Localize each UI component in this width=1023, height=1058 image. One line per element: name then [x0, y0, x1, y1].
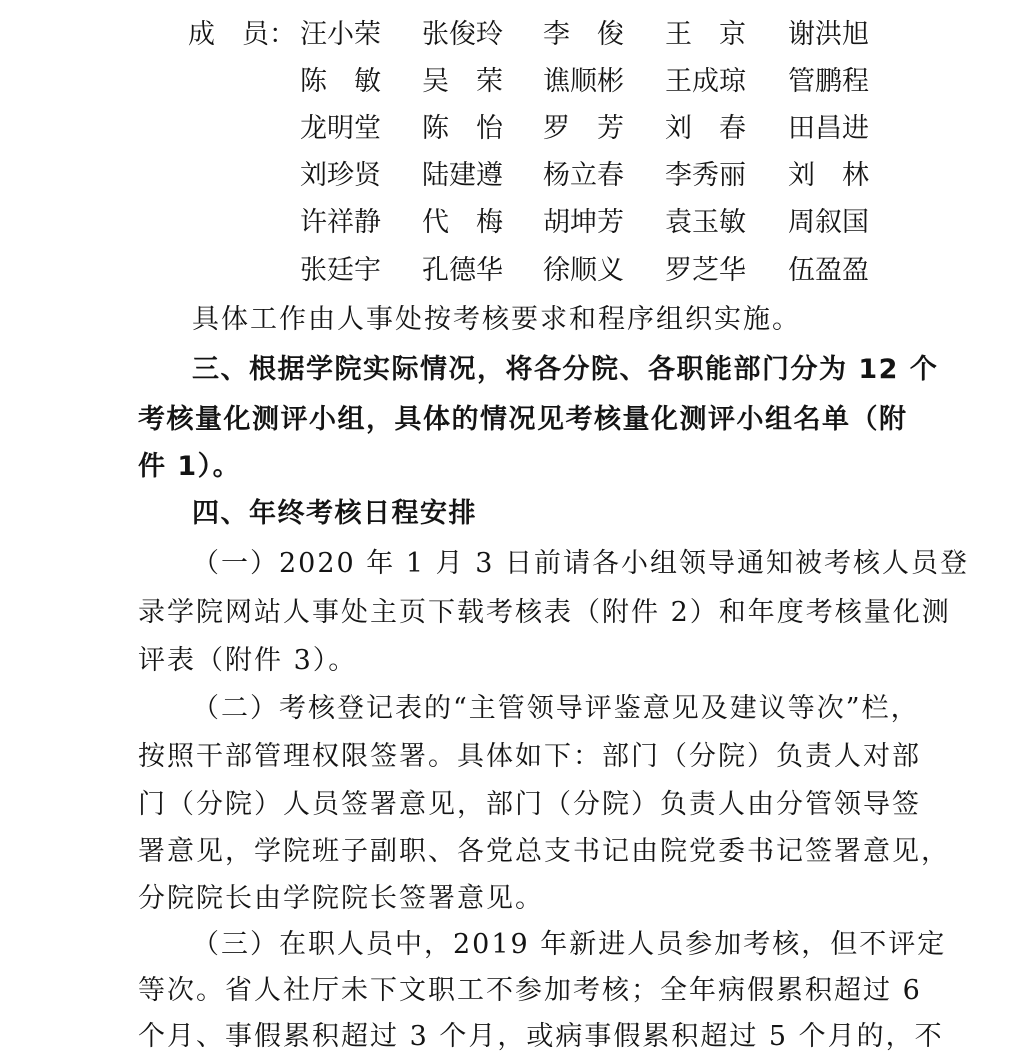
member-name: 袁玉敏 — [665, 207, 746, 238]
member-name: 王 京 — [665, 19, 746, 50]
member-name: 陈 敏 — [300, 66, 381, 97]
member-name: 王成琼 — [665, 66, 746, 97]
member-name: 刘 林 — [788, 160, 869, 191]
member-name: 徐顺义 — [543, 255, 624, 286]
member-name: 李秀丽 — [665, 160, 746, 191]
member-name: 罗 芳 — [543, 113, 624, 144]
section-3-line: 考核量化测评小组，具体的情况见考核量化测评小组名单（附 — [138, 404, 908, 435]
member-name: 李 俊 — [543, 19, 624, 50]
member-name: 管鹏程 — [788, 66, 869, 97]
item-1-line: （一）2020 年 1 月 3 日前请各小组领导通知被考核人员登 — [192, 548, 969, 579]
item-1-line: 录学院网站人事处主页下载考核表（附件 2）和年度考核量化测 — [138, 597, 951, 628]
member-name: 许祥静 — [300, 207, 381, 238]
member-name: 谢洪旭 — [788, 19, 869, 50]
member-name: 汪小荣 — [300, 19, 381, 50]
member-name: 谯顺彬 — [543, 66, 624, 97]
section-3-line: 三、根据学院实际情况，将各分院、各职能部门分为 12 个 — [192, 354, 939, 385]
member-name: 刘 春 — [665, 113, 746, 144]
member-name: 张俊玲 — [422, 19, 503, 50]
member-name: 杨立春 — [543, 160, 624, 191]
member-name: 陆建遵 — [422, 160, 503, 191]
members-label: 成 员： — [188, 19, 296, 50]
item-3-line: 个月、事假累积超过 3 个月，或病事假累积超过 5 个月的，不 — [138, 1021, 944, 1052]
item-1-line: 评表（附件 3）。 — [138, 645, 358, 676]
item-3-line: （三）在职人员中，2019 年新进人员参加考核，但不评定 — [192, 929, 947, 960]
item-2-line: 按照干部管理权限签署。具体如下：部门（分院）负责人对部 — [138, 741, 921, 772]
member-name: 张廷宇 — [300, 255, 381, 286]
section-4-heading: 四、年终考核日程安排 — [192, 498, 477, 529]
member-name: 陈 怡 — [422, 113, 503, 144]
member-name: 胡坤芳 — [543, 207, 624, 238]
item-3-line: 等次。省人社厅未下文职工不参加考核；全年病假累积超过 6 — [138, 975, 922, 1006]
member-name: 代 梅 — [422, 207, 503, 238]
member-name: 刘珍贤 — [300, 160, 381, 191]
member-name: 孔德华 — [422, 255, 503, 286]
section-3-line: 件 1）。 — [138, 451, 242, 482]
work-paragraph: 具体工作由人事处按考核要求和程序组织实施。 — [192, 304, 801, 335]
member-name: 周叙国 — [788, 207, 869, 238]
member-name: 吴 荣 — [422, 66, 503, 97]
item-2-line: 署意见，学院班子副职、各党总支书记由院党委书记签署意见， — [138, 836, 950, 867]
item-2-line: （二）考核登记表的“主管领导评鉴意见及建议等次”栏， — [192, 693, 920, 724]
member-name: 田昌进 — [788, 113, 869, 144]
member-name: 罗芝华 — [665, 255, 746, 286]
item-2-line: 门（分院）人员签署意见，部门（分院）负责人由分管领导签 — [138, 789, 921, 820]
item-2-line: 分院院长由学院院长签署意见。 — [138, 883, 544, 914]
member-name: 伍盈盈 — [788, 255, 869, 286]
member-name: 龙明堂 — [300, 113, 381, 144]
